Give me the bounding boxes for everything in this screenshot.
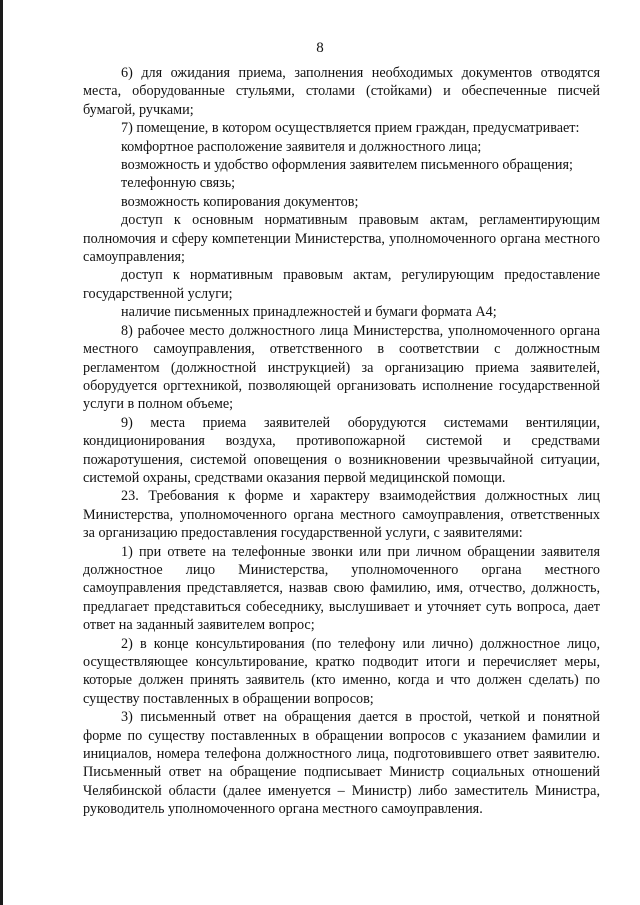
paragraph: 1) при ответе на телефонные звонки или при личном обращении заявителя должностное лицо Министерства, уполномоченного органа местного самоуправления представляется, назвав свою фамилию, имя, отчество, должность, предлагает представиться собеседнику, выслушивает и уточняет суть вопроса, дает ответ на заданный заявителем вопрос; bbox=[83, 543, 600, 634]
paragraph: 9) места приема заявителей оборудуются системами вентиляции, кондиционирования воздуха, противопожарной системой и средствами пожаротушения, системой оповещения о возникновении чрезвычайной ситуации, системой охраны, средствами оказания первой медицинской помощи. bbox=[83, 414, 600, 486]
paragraph: 3) письменный ответ на обращения дается в простой, четкой и понятной форме по существу поставленных в обращении вопросов с указанием фамилии и инициалов, номера телефона должностного лица, подготовившего ответ заявителю. Письменный ответ на обращение подписывает Министр социальных отношений Челябинской области (далее именуется – Министр) либо заместитель Министра, руководитель уполномоченного органа местного самоуправления. bbox=[83, 709, 600, 818]
page-number: 8 bbox=[316, 40, 324, 56]
paragraph: комфортное расположение заявителя и должностного лица; bbox=[121, 138, 482, 155]
paragraph: телефонную связь; bbox=[121, 175, 236, 192]
paragraph: возможность и удобство оформления заявителем письменного обращения; bbox=[121, 157, 573, 174]
paragraph: 7) помещение, в котором осуществляется прием граждан, предусматривает: bbox=[121, 120, 580, 137]
scan-border bbox=[0, 0, 3, 905]
paragraph: доступ к основным нормативным правовым актам, регламентирующим полномочия и сферу компетенции Министерства, уполномоченного органа местного самоуправления; bbox=[83, 212, 600, 266]
paragraph: 8) рабочее место должностного лица Министерства, уполномоченного органа местного самоуправления, ответственного в соответствии с должностным регламентом (должностной инструкцией) за организацию приема заявителей, оборудуется оргтехникой, позволяющей организовать исполнение государственной услуги в полном объеме; bbox=[83, 322, 600, 413]
paragraph: доступ к нормативным правовым актам, регулирующим предоставление государственной услуги; bbox=[83, 267, 600, 302]
paragraph: 23. Требования к форме и характеру взаимодействия должностных лиц Министерства, уполномоченного органа местного самоуправления, ответственных за организацию предоставления государственной услуги, с заявителями: bbox=[83, 488, 600, 542]
paragraph: возможность копирования документов; bbox=[121, 193, 359, 210]
paragraph: наличие письменных принадлежностей и бумаги формата А4; bbox=[121, 304, 497, 321]
paragraph: 2) в конце консультирования (по телефону или лично) должностное лицо, осуществляющее консультирование, кратко подводит итоги и перечисляет меры, которые должен принять заявитель (кто именно, когда и что должен сделать) по существу поставленных в обращении вопросов; bbox=[83, 635, 600, 707]
document-body bbox=[83, 64, 600, 819]
paragraph: 6) для ожидания приема, заполнения необходимых документов отводятся места, оборудованные стульями, столами (стойками) и обеспеченные писчей бумагой, ручками; bbox=[83, 65, 600, 118]
